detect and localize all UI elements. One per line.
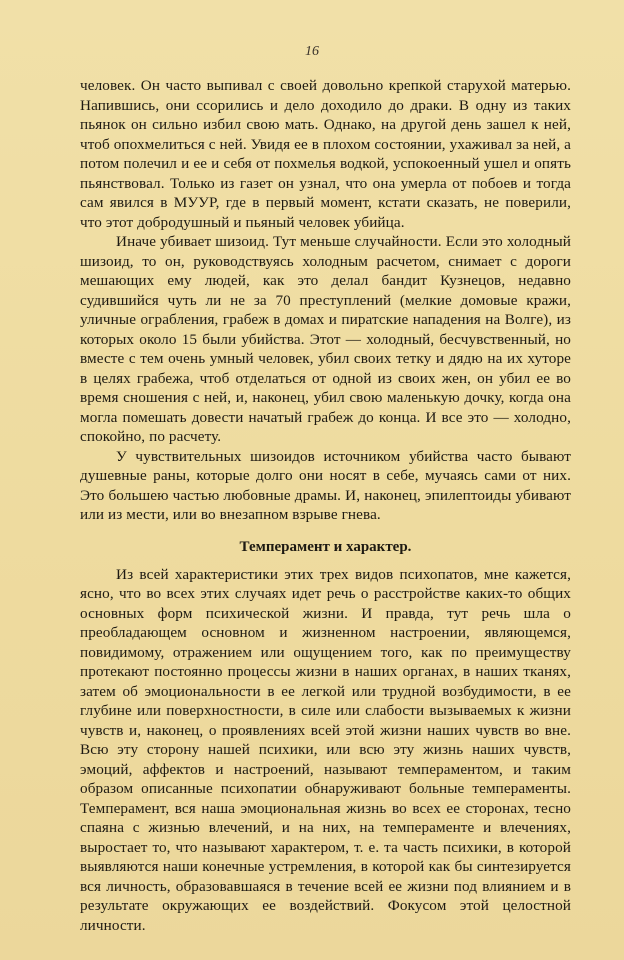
- paragraph-3: У чувствительных шизоидов источником убийства часто бывают душевные раны, которые долго они носят в себе, мучаясь сами от них. Это большею частью любовные драмы. И, наконец, эпилептоиды убивают или из мести, или во внезапном взрыве гнева.: [80, 447, 571, 523]
- page-text: [80, 76, 571, 935]
- paragraph-1: человек. Он часто выпивал с своей довольно крепкой старухой матерью. Напившись, они ссорились и дело доходило до драки. В одну из таких пьянок он сильно избил свою мать. Однако, на другой день зашел к ней, чтоб опохмелиться с ней. Увидя ее в плохом состоянии, ухаживал за ней, а потом полечил и ее и себя от похмелья водкой, успокоенный ушел и опять пьянствовал. Только из газет он узнал, что она умерла от побоев и тогда сам явился в МУУР, где в первый момент, кстати сказать, не поверили, что этот добродушный и пьяный человек убийца.: [80, 77, 571, 231]
- paragraph-2: Иначе убивает шизоид. Тут меньше случайности. Если это холодный шизоид, то он, руководствуясь холодным расчетом, снимает с дороги мешающих ему людей, как это делал бандит Кузнецов, недавно судившийся чуть ли не за 70 преступлений (мелкие домовые кражи, уличные ограбления, грабеж в домах и пиратские нападения на Волге), из которых около 15 были убийства. Этот — холодный, бесчувственный, но вместе с тем очень умный человек, убил своих тетку и дядю на их хуторе в целях грабежа, чтоб отделаться от одной из своих жен, он убил ее во время сношения с ней, и, наконец, убил свою маленькую дочку, когда она могла помешать довести начатый грабеж до конца. И все это — холодно, спокойно, по расчету.: [80, 233, 571, 445]
- section-paragraph-1: Из всей характеристики этих трех видов психопатов, мне кажется, ясно, что во всех этих случаях идет речь о расстройстве каких-то общих основных форм психической жизни. И правда, тут речь шла о преобладающем основном и жизненном настроении, являющемся, повидимому, отражением или ощущением того, как по преимуществу протекают постоянно процессы жизни в наших органах, в наших тканях, затем об эмоциональности в ее легкой или трудной возбудимости, в ее глубине или поверхностности, в силе или слабости вызываемых к жизни чувств и, наконец, о проявлениях всей этой жизни наших чувств во вне. Всю эту сторону нашей психики, или всю эту жизнь наших чувств, эмоций, аффектов и настроений, называют темпераментом, и таким образом описанные психопатии обнаруживают больные темпераменты. Темперамент, вся наша эмоциональная жизнь во всех ее сторонах, тесно спаяна с жизнью влечений, и на них, на темпераменте и влечениях, выростает то, что называют характером, т. е. та часть психики, в которой выявляются наши конечные устремления, в которой как бы синтезируется вся личность, образовавшаяся в течение всей ее жизни под влиянием и в результате окружающих ее воздействий. Фокусом этой целостной личности.: [80, 565, 571, 934]
- page-number: 16: [305, 44, 319, 59]
- section-heading: Темперамент и характер.: [239, 538, 412, 555]
